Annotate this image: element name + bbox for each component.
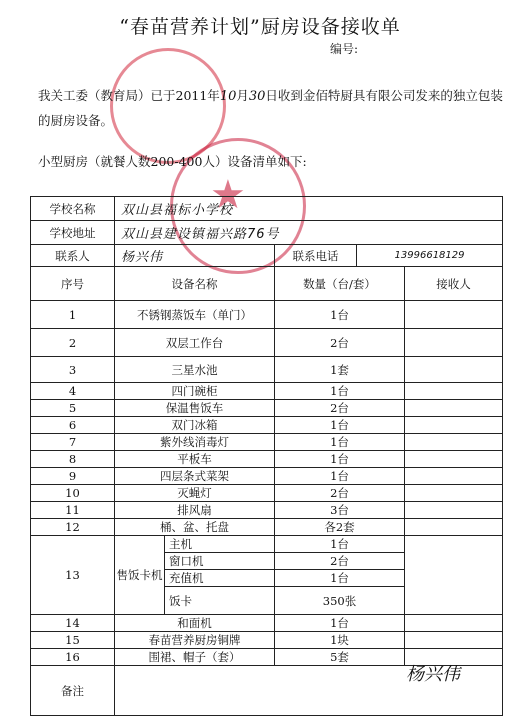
item-receiver [405,536,503,615]
item-row [31,519,503,536]
item-name: 四层条式菜架 [115,468,275,485]
item-row [31,329,503,357]
item-qty: 各2套 [275,519,405,536]
item-receiver [405,615,503,632]
stamp-star-icon: ★ [210,172,246,218]
item-no: 8 [31,451,115,468]
item-qty: 1台 [275,434,405,451]
item-receiver [405,632,503,649]
sub-item-name: 充值机 [165,570,275,587]
item-no: 4 [31,383,115,400]
item-qty: 1台 [275,615,405,632]
item-receiver [405,434,503,451]
item-name: 春苗营养厨房铜牌 [115,632,275,649]
item-no: 2 [31,329,115,357]
header-name: 设备名称 [115,267,275,301]
item-name: 和面机 [115,615,275,632]
handwritten-month: 10 [219,89,237,104]
item-name: 围裙、帽子（套） [115,649,275,666]
item-qty: 1块 [275,632,405,649]
item-qty: 2台 [275,485,405,502]
item-name: 双层工作台 [115,329,275,357]
header-qty: 数量（台/套） [275,267,405,301]
item-row [31,451,503,468]
equipment-table [30,196,503,716]
table-header-row [31,267,503,301]
receiver-signature: 杨兴伟 [406,664,460,685]
item-receiver [405,485,503,502]
item-no: 13 [31,536,115,615]
item-receiver [405,451,503,468]
item-row [31,615,503,632]
sub-item-qty: 1台 [275,570,405,587]
item-receiver [405,468,503,485]
item-no: 1 [31,301,115,329]
header-receiver: 接收人 [405,267,503,301]
paragraph-prefix: 我关工委（教育局）已于2011年 [38,88,220,103]
item-qty: 2台 [275,329,405,357]
item-qty: 2台 [275,400,405,417]
item-row [31,400,503,417]
sub-item-row [31,536,503,553]
header-seq: 序号 [31,267,115,301]
item-qty: 1台 [275,301,405,329]
item-no: 7 [31,434,115,451]
item-no: 16 [31,649,115,666]
sub-item-name: 主机 [165,536,275,553]
item-no: 14 [31,615,115,632]
item-name: 三星水池 [115,357,275,383]
item-row [31,417,503,434]
item-no: 5 [31,400,115,417]
school-name-value: 双山县福标小学校 [115,197,503,221]
paragraph-suffix: 日收到金佰特厨具有限公司发来的独立包装的厨房设备。 [38,88,503,128]
item-qty: 1台 [275,451,405,468]
paragraph-month-suffix: 月 [236,88,249,103]
item-row [31,632,503,649]
item-receiver [405,519,503,536]
contact-label: 联系人 [31,245,115,267]
school-address-label: 学校地址 [31,221,115,245]
school-address-row [31,221,503,245]
item-qty: 1套 [275,357,405,383]
item-receiver [405,417,503,434]
phone-value: 13996618129 [357,245,503,267]
item-name: 灭蝇灯 [115,485,275,502]
item-name: 桶、盆、托盘 [115,519,275,536]
sub-item-qty: 350张 [275,587,405,615]
item-no: 11 [31,502,115,519]
item-qty: 1台 [275,417,405,434]
item-no: 10 [31,485,115,502]
item-qty: 1台 [275,383,405,400]
item-name: 紫外线消毒灯 [115,434,275,451]
item-qty: 5套 [275,649,405,666]
phone-label: 联系电话 [275,245,357,267]
sub-item-qty: 2台 [275,553,405,570]
contact-value: 杨兴伟 [115,245,275,267]
item-row [31,485,503,502]
item-name: 排风扇 [115,502,275,519]
school-name-row [31,197,503,221]
item-no: 12 [31,519,115,536]
item-name: 平板车 [115,451,275,468]
document-title: “春苗营养计划”厨房设备接收单 [119,16,401,38]
handwritten-day: 30 [248,89,266,104]
item-receiver [405,502,503,519]
sub-item-name: 饭卡 [165,587,275,615]
item-name: 双门冰箱 [115,417,275,434]
item-no: 9 [31,468,115,485]
school-name-label: 学校名称 [31,197,115,221]
item-name: 保温售饭车 [115,400,275,417]
item-group-name: 售饭卡机 [115,536,165,615]
item-receiver [405,400,503,417]
item-row [31,434,503,451]
remark-label: 备注 [31,666,115,716]
item-no: 15 [31,632,115,649]
item-row [31,468,503,485]
item-row [31,502,503,519]
item-row [31,301,503,329]
item-name: 不锈钢蒸饭车（单门） [115,301,275,329]
receipt-paragraph [38,84,504,133]
item-receiver [405,301,503,329]
item-qty: 1台 [275,468,405,485]
sub-item-qty: 1台 [275,536,405,553]
item-name: 四门碗柜 [115,383,275,400]
item-no: 6 [31,417,115,434]
document-number-label: 编号: [330,42,359,56]
item-row [31,383,503,400]
item-receiver [405,383,503,400]
item-qty: 3台 [275,502,405,519]
list-intro-paragraph: 小型厨房（就餐人数200-400人）设备清单如下: [38,154,307,169]
school-address-value: 双山县建设镇福兴路76号 [115,221,503,245]
item-row [31,357,503,383]
contact-row [31,245,503,267]
item-no: 3 [31,357,115,383]
item-receiver [405,357,503,383]
item-receiver [405,329,503,357]
sub-item-name: 窗口机 [165,553,275,570]
